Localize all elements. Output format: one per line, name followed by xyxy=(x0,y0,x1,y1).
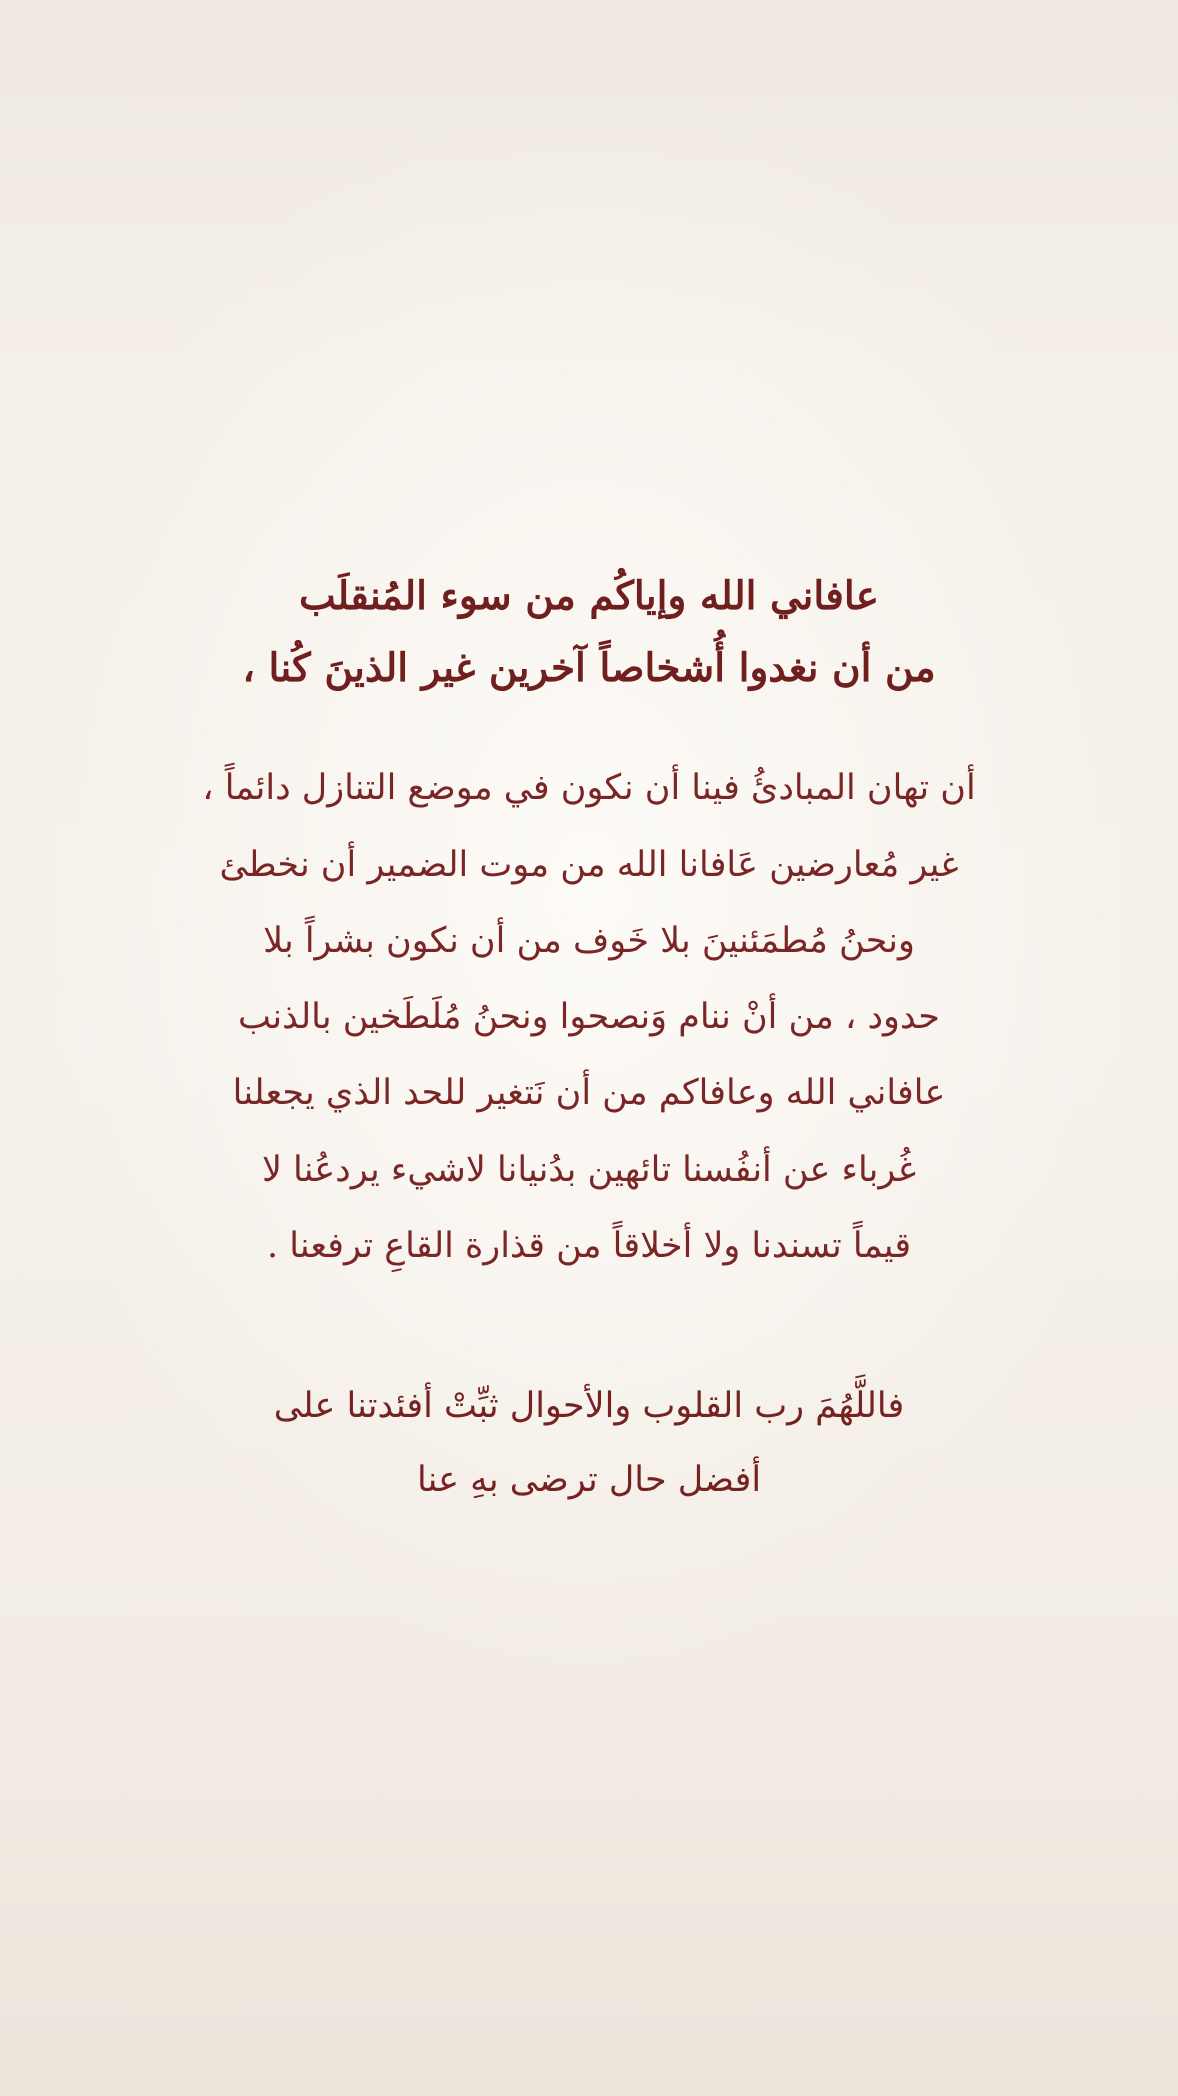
heading-line-2: من أن نغدوا أُشخاصاً آخرين غير الذينَ كُنا ، xyxy=(242,645,936,692)
closing-line-1: فاللَّهُمَ رب القلوب والأحوال ثبِّتْ أفئدتنا على xyxy=(273,1386,905,1427)
body-line-3: ونحنُ مُطمَئنينَ بلا خَوف من أن نكون بشراً بلا xyxy=(263,920,915,961)
body-line-5: عافاني الله وعافاكم من أن نَتغير للحد الذي يجعلنا xyxy=(232,1073,946,1114)
body-line-7: قيماً تسندنا ولا أخلاقاً من قذارة القاعِ ترفعنا . xyxy=(266,1226,912,1267)
heading-line-1: عافاني الله وإياكُم من سوء المُنقلَب xyxy=(298,573,880,619)
closing-line-2: أفضل حال ترضى بهِ عنا xyxy=(416,1459,762,1500)
heading-block xyxy=(96,560,1082,704)
body-line-1: أن تهان المبادئُ فينا أن نكون في موضع التنازل دائماً ، xyxy=(202,768,976,809)
body-line-6: غُرباء عن أنفُسنا تائهين بدُنيانا لاشيء يردعُنا لا xyxy=(261,1149,917,1190)
body-line-4: حدود ، من أنْ ننام وَنصحوا ونحنُ مُلَطَخين بالذنب xyxy=(238,997,940,1038)
body-paragraph xyxy=(96,750,1082,1284)
body-line-2: غير مُعارضين عَافانا الله من موت الضمير أن نخطئ xyxy=(219,844,959,885)
closing-supplication xyxy=(96,1370,1082,1517)
